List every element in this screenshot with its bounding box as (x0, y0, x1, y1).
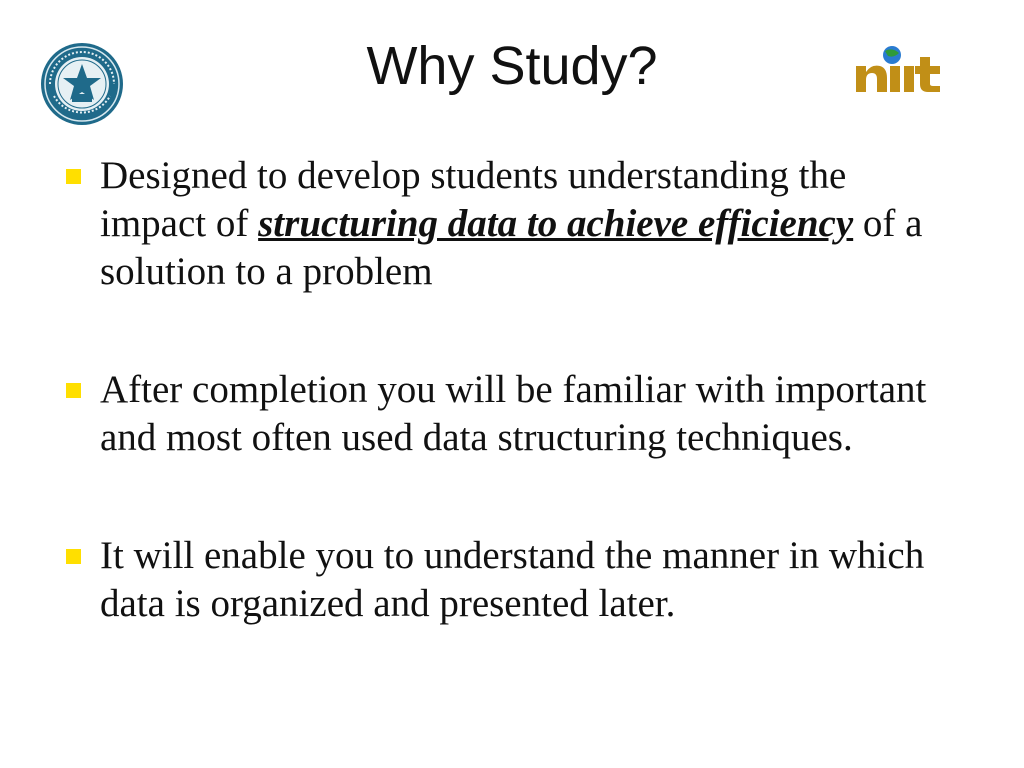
slide-title: Why Study? (366, 36, 658, 96)
square-bullet-icon (66, 549, 81, 564)
bullet-3-text: It will enable you to understand the manner in which data is organized and presented later. (100, 534, 925, 625)
bullet-item-1 (62, 152, 962, 296)
bullet-1-emphasis: structuring data to achieve efficiency (258, 202, 854, 245)
bullet-list (62, 152, 962, 698)
bullet-1-text-after: of a solution to a problem (100, 202, 923, 293)
square-bullet-icon (66, 169, 81, 184)
bullet-item-2 (62, 366, 962, 462)
square-bullet-icon (66, 383, 81, 398)
bullet-item-3 (62, 532, 962, 628)
bullet-1-text-before: Designed to develop students understanding the impact of (100, 154, 847, 245)
bullet-2-text: After completion you will be familiar with important and most often used data structuring techniques. (100, 368, 927, 459)
